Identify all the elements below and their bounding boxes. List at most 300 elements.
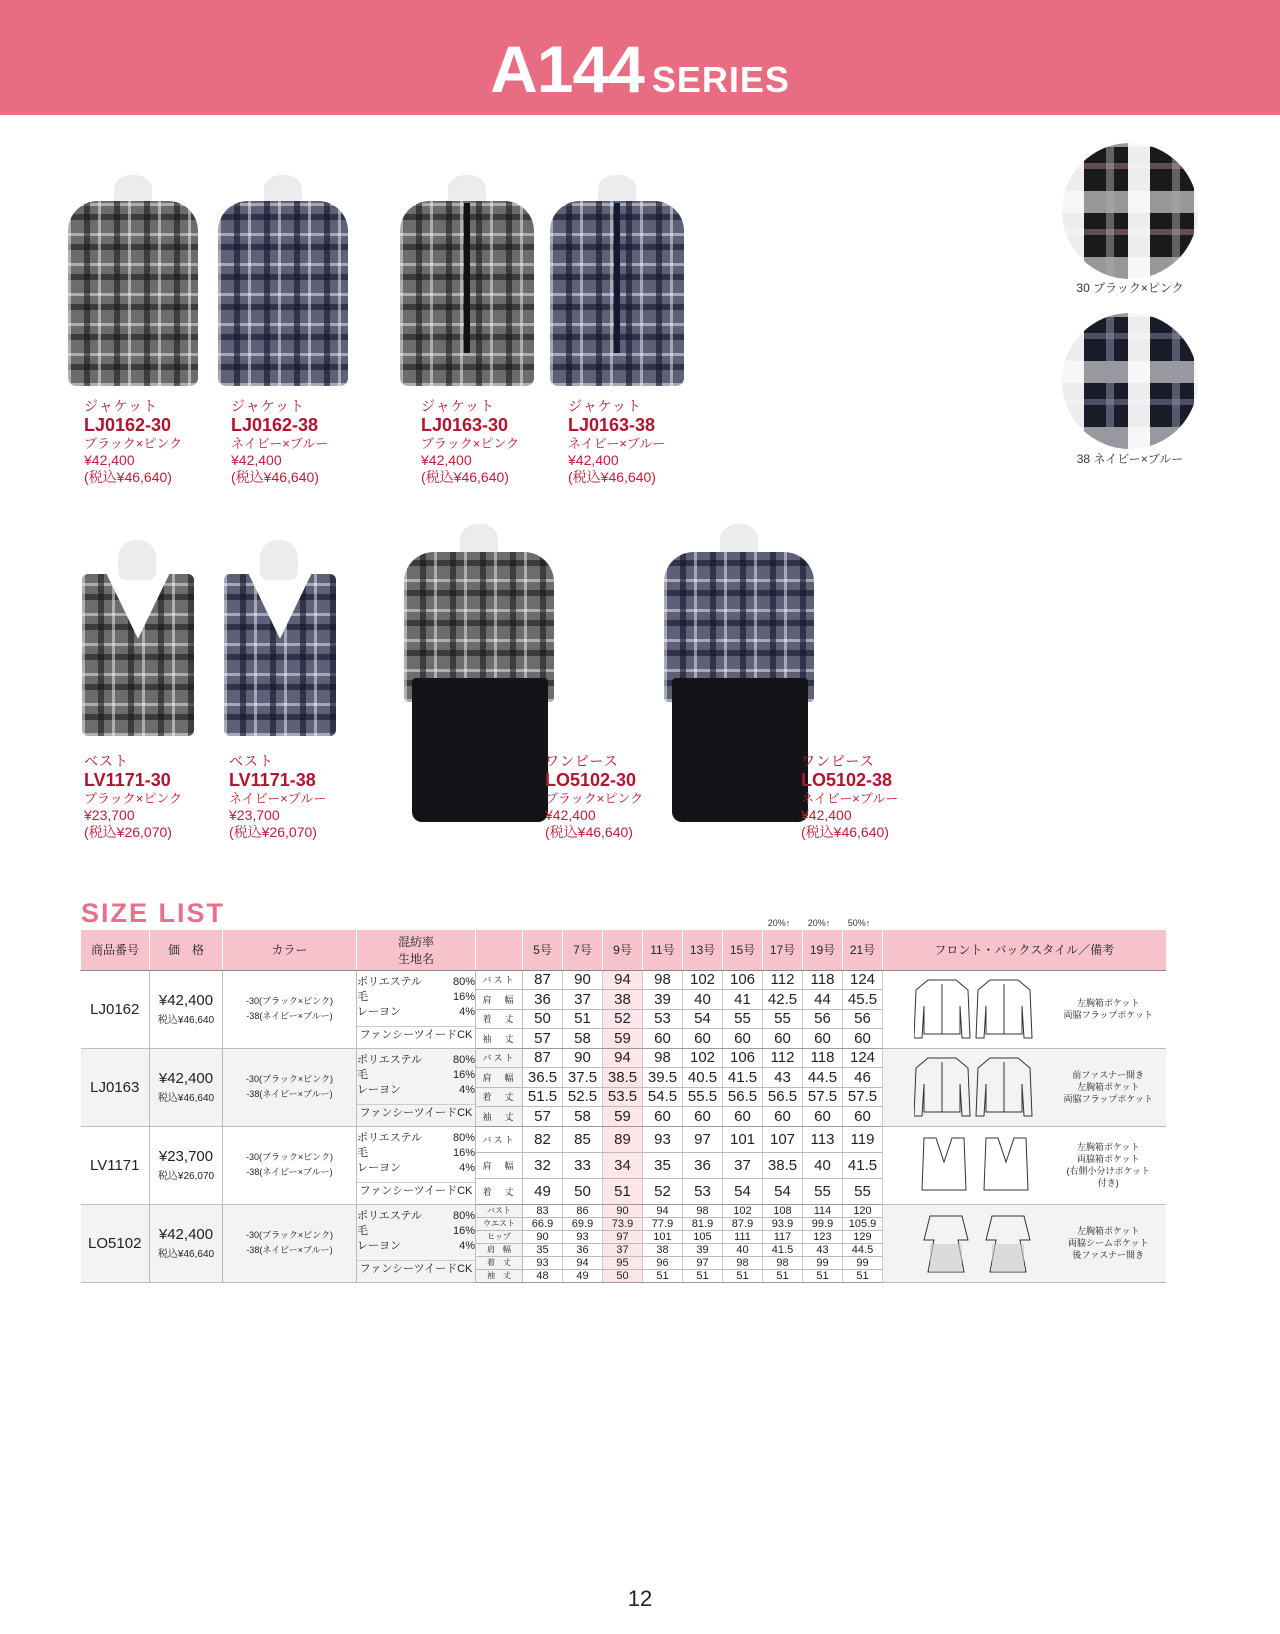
fabric-material: 毛 [357,1147,368,1159]
measure-value: 34 [603,1152,643,1178]
measure-value: 36 [683,1152,723,1178]
row-style-notes [883,1126,1166,1204]
fabric-line [357,1005,475,1020]
measure-value: 129 [843,1230,883,1243]
product-price: ¥23,700 [84,807,135,823]
product-code: LO5102-38 [801,770,893,790]
measure-value: 60 [763,1107,803,1127]
measure-value: 49 [563,1269,603,1282]
measure-value: 50 [523,1009,563,1029]
measure-value: 56.5 [723,1087,763,1107]
measure-value: 53 [683,1178,723,1204]
row-price-value: ¥23,700 [158,1148,214,1165]
measure-value: 39 [643,990,683,1010]
measure-value: 52 [603,1009,643,1029]
measure-value: 58 [563,1029,603,1049]
measure-value: 39 [683,1243,723,1256]
measure-value: 45.5 [843,990,883,1010]
series-code: A144 [490,32,644,106]
measure-value: 97 [683,1126,723,1152]
header-fabric-ratio: 混紡率 [397,934,434,949]
measure-value: 87 [523,1048,563,1068]
measure-value: 97 [683,1256,723,1269]
measure-value: 55.5 [683,1087,723,1107]
measure-value: 66.9 [523,1217,563,1230]
measure-value: 93 [563,1230,603,1243]
measure-label: 肩 幅 [476,990,523,1010]
product-image-lj0163-30 [392,175,542,390]
style-note-line: 左胸箱ポケット [1076,1142,1140,1152]
measure-value: 44.5 [843,1243,883,1256]
measure-value: 106 [723,1048,763,1068]
fabric-material: 毛 [357,991,368,1003]
header-size: 11号 [643,930,683,970]
measure-label: 袖 丈 [476,1107,523,1127]
product-lv1171-30 [84,753,224,841]
product-image-lj0162-38 [208,175,358,390]
product-price: ¥42,400 [421,452,472,468]
measure-value: 85 [563,1126,603,1152]
style-sketch-icon [914,1054,1034,1120]
measure-value: 60 [643,1107,683,1127]
measure-value: 81.9 [683,1217,723,1230]
product-category: ベスト [229,753,274,769]
measure-value: 37 [603,1243,643,1256]
header-code: 商品番号 [81,930,150,970]
measure-value: 83 [523,1204,563,1217]
measure-value: 60 [683,1029,723,1049]
product-price: ¥42,400 [231,452,282,468]
measure-value: 93 [523,1256,563,1269]
size-row [81,1204,1166,1217]
measure-value: 107 [763,1126,803,1152]
fabric-swatch-38 [1062,313,1198,449]
measure-value: 50 [563,1178,603,1204]
header-size: 7号 [563,930,603,970]
measure-value: 56 [843,1009,883,1029]
measure-value: 73.9 [603,1217,643,1230]
fabric-percent: 16% [452,1069,475,1081]
product-price: ¥42,400 [801,807,852,823]
size-table-header [81,930,1166,970]
measure-value: 60 [683,1107,723,1127]
header-fabric-name: 生地名 [397,951,434,966]
measure-value: 51 [723,1269,763,1282]
measure-value: 46 [843,1068,883,1088]
measure-value: 58 [563,1107,603,1127]
row-colors [223,1048,357,1126]
measure-value: 40 [683,990,723,1010]
measure-value: 36 [523,990,563,1010]
measure-value: 60 [843,1107,883,1127]
size-row [81,1126,1166,1152]
measure-value: 108 [763,1204,803,1217]
product-category: ジャケット [421,398,496,414]
measure-value: 94 [563,1256,603,1269]
measure-value: 41.5 [723,1068,763,1088]
product-price: ¥42,400 [568,452,619,468]
measure-value: 44.5 [803,1068,843,1088]
measure-value: 54 [723,1178,763,1204]
measure-value: 50 [603,1269,643,1282]
row-price [150,1204,223,1282]
measure-value: 51 [843,1269,883,1282]
measure-value: 35 [643,1152,683,1178]
row-code: LV1171 [81,1126,150,1204]
header-size: 13号 [683,930,723,970]
measure-label: 肩 幅 [476,1068,523,1088]
measure-label: 袖 丈 [476,1029,523,1049]
measure-label: 着 丈 [476,1009,523,1029]
measure-label: 着 丈 [476,1087,523,1107]
measure-value: 40.5 [683,1068,723,1088]
measure-value: 41.5 [763,1243,803,1256]
fabric-line [357,1209,475,1224]
measure-value: 52.5 [563,1087,603,1107]
measure-value: 51 [763,1269,803,1282]
series-title [0,32,1280,106]
row-color-line: -30(ブラック×ピンク) [246,1230,333,1240]
measure-value: 40 [723,1243,763,1256]
row-fabric [357,1126,476,1204]
fabric-percent: 16% [452,1225,475,1237]
measure-value: 99.9 [803,1217,843,1230]
fabric-material: レーヨン [357,1162,401,1174]
product-code: LV1171-38 [229,770,316,790]
measure-value: 60 [843,1029,883,1049]
row-tax-price: 税込¥46,640 [157,1093,215,1104]
measure-value: 38.5 [763,1152,803,1178]
product-lj0163-30 [421,398,561,486]
style-note-line: 付き) [1097,1178,1119,1188]
row-color-line: -38(ネイビー×ブルー) [246,1245,333,1255]
fabric-name: ファンシーツイードCK [357,1182,475,1199]
measure-value: 54 [763,1178,803,1204]
row-color-line: -30(ブラック×ピンク) [246,996,333,1006]
row-code: LO5102 [81,1204,150,1282]
measure-value: 90 [563,970,603,990]
fabric-material: 毛 [357,1225,368,1237]
measure-value: 51 [803,1269,843,1282]
measure-value: 51 [643,1269,683,1282]
measure-value: 42.5 [763,990,803,1010]
style-notes [1066,1141,1150,1189]
style-note-line: 両脇箱ポケット [1076,1154,1140,1164]
measure-value: 53 [643,1009,683,1029]
product-code: LJ0163-38 [568,415,656,435]
style-notes [1068,1225,1149,1261]
row-price [150,1126,223,1204]
product-category: ジャケット [568,398,643,414]
row-color-line: -38(ネイビー×ブルー) [246,1167,333,1177]
measure-value: 89 [603,1126,643,1152]
measure-value: 43 [763,1068,803,1088]
fabric-percent: 16% [452,1147,475,1159]
measure-value: 55 [723,1009,763,1029]
measure-value: 93.9 [763,1217,803,1230]
product-color: ブラック×ピンク [84,791,183,806]
fabric-percent: 80% [452,1132,475,1144]
product-price: ¥42,400 [545,807,596,823]
swatch-label-38: 38 ネイビー×ブルー [1076,452,1184,466]
product-code: LO5102-30 [545,770,637,790]
measure-value: 57 [523,1029,563,1049]
row-color-line: -30(ブラック×ピンク) [246,1074,333,1084]
percent-note-21: 50%↑ [847,918,871,928]
measure-label: バスト [476,1126,523,1152]
fabric-swatch-30 [1062,143,1198,279]
fabric-line [357,1068,475,1083]
measure-value: 41 [723,990,763,1010]
measure-value: 124 [843,1048,883,1068]
measure-value: 114 [803,1204,843,1217]
measure-value: 60 [723,1107,763,1127]
measure-value: 54.5 [643,1087,683,1107]
measure-value: 60 [803,1107,843,1127]
measure-label: バスト [476,1204,523,1217]
fabric-material: ポリエステル [357,1054,423,1066]
product-tax-price: (税込¥46,640) [801,824,889,840]
measure-value: 37 [723,1152,763,1178]
fabric-material: ポリエステル [357,1210,423,1222]
size-table [80,930,1166,1283]
product-color: ネイビー×ブルー [568,436,666,451]
product-code: LJ0163-30 [421,415,509,435]
measure-value: 90 [603,1204,643,1217]
measure-value: 38.5 [603,1068,643,1088]
measure-value: 99 [843,1256,883,1269]
row-price-value: ¥42,400 [158,1226,214,1243]
product-lj0162-30 [84,398,224,486]
row-fabric [357,1204,476,1282]
fabric-line [357,975,475,990]
row-code: LJ0163 [81,1048,150,1126]
style-notes [1064,997,1153,1021]
measure-value: 112 [763,970,803,990]
product-lj0163-38 [568,398,708,486]
measure-value: 55 [843,1178,883,1204]
measure-value: 49 [523,1178,563,1204]
measure-value: 94 [603,970,643,990]
row-colors [223,1126,357,1204]
page-number: 12 [627,1586,653,1611]
measure-value: 96 [643,1256,683,1269]
fabric-name: ファンシーツイードCK [357,1104,475,1121]
measure-value: 106 [723,970,763,990]
fabric-percent: 80% [452,1054,475,1066]
measure-value: 60 [763,1029,803,1049]
size-row [81,970,1166,990]
measure-value: 55 [803,1178,843,1204]
style-note-line: (右側小分けポケット [1066,1166,1151,1176]
measure-value: 123 [803,1230,843,1243]
fabric-line [357,1224,475,1239]
row-color-line: -38(ネイビー×ブルー) [246,1011,333,1021]
measure-value: 57.5 [803,1087,843,1107]
product-category: ジャケット [231,398,306,414]
product-image-lj0163-38 [542,175,692,390]
row-price [150,1048,223,1126]
header-size: 15号 [723,930,763,970]
style-note-line: 両脇シームポケット [1067,1238,1149,1248]
measure-value: 87 [523,970,563,990]
product-color: ネイビー×ブルー [231,436,329,451]
measure-value: 102 [683,1048,723,1068]
product-tax-price: (税込¥46,640) [421,469,509,485]
fabric-line [357,1083,475,1098]
measure-value: 52 [643,1178,683,1204]
product-code: LJ0162-38 [231,415,319,435]
fabric-line [357,990,475,1005]
row-style-notes [883,970,1166,1048]
measure-value: 54 [683,1009,723,1029]
style-note-line: 前ファスナー開き [1072,1070,1145,1080]
product-lo5102-30 [545,753,695,841]
measure-value: 57 [523,1107,563,1127]
fabric-percent: 16% [452,991,475,1003]
measure-label: 肩 幅 [476,1152,523,1178]
product-color: ブラック×ピンク [421,436,520,451]
fabric-name: ファンシーツイードCK [357,1260,475,1277]
style-note-line: 両脇フラップポケット [1063,1094,1153,1104]
product-code: LV1171-30 [84,770,171,790]
fabric-percent: 80% [452,1210,475,1222]
size-list-title: SIZE LIST [81,898,226,928]
series-header [0,0,1280,115]
style-sketch-icon [918,1210,1038,1276]
percent-note-17: 20%↑ [767,918,791,928]
row-price-value: ¥42,400 [158,992,214,1009]
measure-value: 95 [603,1256,643,1269]
product-color: ブラック×ピンク [84,436,183,451]
product-lj0162-38 [231,398,371,486]
measure-value: 56 [803,1009,843,1029]
row-tax-price: 税込¥26,070 [157,1171,215,1182]
measure-value: 90 [563,1048,603,1068]
measure-value: 36 [563,1243,603,1256]
measure-value: 82 [523,1126,563,1152]
fabric-material: レーヨン [357,1084,401,1096]
product-price: ¥42,400 [84,452,135,468]
measure-value: 102 [723,1204,763,1217]
measure-value: 51 [683,1269,723,1282]
header-fabric [357,930,476,970]
fabric-line [357,1131,475,1146]
measure-value: 105.9 [843,1217,883,1230]
product-lo5102-38 [801,753,951,841]
measure-value: 117 [763,1230,803,1243]
style-note-line: 両脇フラップポケット [1063,1010,1153,1020]
fabric-percent: 4% [459,1162,475,1174]
header-size: 5号 [523,930,563,970]
measure-value: 118 [803,970,843,990]
measure-value: 40 [803,1152,843,1178]
measure-value: 119 [843,1126,883,1152]
style-note-line: 左胸箱ポケット [1076,1082,1140,1092]
fabric-name: ファンシーツイードCK [357,1026,475,1043]
measure-value: 35 [523,1243,563,1256]
style-note-line: 左胸箱ポケット [1076,1226,1140,1236]
fabric-percent: 4% [459,1240,475,1252]
measure-value: 38 [603,990,643,1010]
product-category: ジャケット [84,398,159,414]
style-note-line: 左胸箱ポケット [1076,998,1140,1008]
percent-note-19: 20%↑ [807,918,831,928]
measure-value: 32 [523,1152,563,1178]
measure-value: 98 [723,1256,763,1269]
product-tax-price: (税込¥26,070) [84,824,172,840]
swatch-label-30: 30 ブラック×ピンク [1076,281,1184,295]
size-row [81,1048,1166,1068]
measure-value: 101 [643,1230,683,1243]
product-category: ワンピース [545,753,619,769]
fabric-material: レーヨン [357,1006,401,1018]
measure-value: 120 [843,1204,883,1217]
fabric-material: ポリエステル [357,1132,423,1144]
product-color: ブラック×ピンク [545,791,644,806]
style-sketch-icon [914,976,1034,1042]
header-size: 9号 [603,930,643,970]
header-style: フロント・バックスタイル／備考 [883,930,1166,970]
row-style-notes [883,1048,1166,1126]
fabric-material: 毛 [357,1069,368,1081]
row-color-line: -38(ネイビー×ブルー) [246,1089,333,1099]
row-price [150,970,223,1048]
style-sketch-icon [916,1132,1036,1198]
measure-value: 57.5 [843,1087,883,1107]
measure-value: 38 [643,1243,683,1256]
measure-value: 51 [563,1009,603,1029]
measure-value: 60 [643,1029,683,1049]
row-colors [223,970,357,1048]
measure-value: 77.9 [643,1217,683,1230]
fabric-line [357,1146,475,1161]
measure-value: 118 [803,1048,843,1068]
product-color: ネイビー×ブルー [229,791,327,806]
row-price-value: ¥42,400 [158,1070,214,1087]
measure-value: 124 [843,970,883,990]
measure-label: ウエスト [476,1217,523,1230]
measure-value: 60 [723,1029,763,1049]
measure-value: 102 [683,970,723,990]
fabric-material: ポリエステル [357,976,423,988]
measure-value: 53.5 [603,1087,643,1107]
measure-value: 93 [643,1126,683,1152]
measure-value: 51.5 [523,1087,563,1107]
product-tax-price: (税込¥46,640) [231,469,319,485]
style-notes [1064,1069,1153,1105]
product-image-lv1171-30 [80,540,195,740]
measure-value: 113 [803,1126,843,1152]
row-tax-price: 税込¥46,640 [157,1249,215,1260]
measure-value: 59 [603,1107,643,1127]
measure-value: 94 [603,1048,643,1068]
product-image-lj0162-30 [58,175,208,390]
measure-value: 69.9 [563,1217,603,1230]
measure-value: 43 [803,1243,843,1256]
fabric-line [357,1161,475,1176]
header-price: 価 格 [150,930,223,970]
measure-value: 111 [723,1230,763,1243]
header-size: 19号 [803,930,843,970]
measure-value: 98 [643,1048,683,1068]
fabric-percent: 4% [459,1084,475,1096]
measure-value: 39.5 [643,1068,683,1088]
product-tax-price: (税込¥26,070) [229,824,317,840]
measure-label: バスト [476,970,523,990]
header-size: 21号 [843,930,883,970]
row-fabric [357,1048,476,1126]
